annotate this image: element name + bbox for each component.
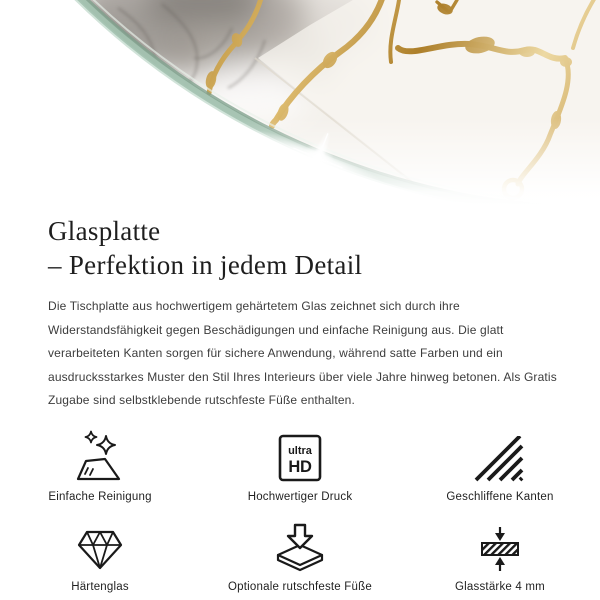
tempered-glass-diamond-icon bbox=[76, 528, 124, 572]
feature-easy-cleaning bbox=[0, 428, 200, 503]
polished-edges-icon bbox=[474, 436, 526, 482]
feature-label: Hochwertiger Druck bbox=[247, 490, 353, 503]
feature-label: Optionale rutschfeste Füße bbox=[228, 580, 372, 593]
hd-label: HD bbox=[288, 457, 312, 476]
feature-tempered-glass bbox=[0, 518, 200, 593]
hero-product-image bbox=[0, 0, 600, 205]
feature-polished-edges bbox=[400, 428, 600, 503]
feature-label: Härtenglas bbox=[71, 580, 129, 593]
non-slip-feet-icon bbox=[274, 523, 326, 572]
ultra-label: ultra bbox=[288, 444, 312, 457]
ultra-hd-icon bbox=[277, 434, 323, 482]
feature-label: Glasstärke 4 mm bbox=[455, 580, 545, 593]
feature-glass-thickness bbox=[400, 518, 600, 593]
sparkle-clean-icon bbox=[72, 430, 128, 482]
page-title-line1: Glasplatte bbox=[48, 216, 161, 246]
feature-label: Einfache Reinigung bbox=[48, 490, 152, 503]
glass-thickness-icon bbox=[476, 526, 524, 572]
page-title bbox=[48, 214, 552, 282]
feature-label: Geschliffene Kanten bbox=[446, 490, 554, 503]
product-description-text: Die Tischplatte aus hochwertigem gehärtetem Glas zeichnet sich durch ihre Widerstandsfähigkeit gegen Beschädigungen und einfache Reinigung aus. Die glatt verarbeiteten Kanten sorgen für sichere Anwendung, während satte Farben und ein ausdrucksstarkes Muster den Stil Ihres Interieurs über viele Jahre hinweg betonen. Als Gratis Zugabe sind selbstklebende rutschfeste Füße enthalten. bbox=[48, 299, 557, 407]
feature-print-quality bbox=[200, 428, 400, 503]
glass-tabletop-marble-illustration bbox=[0, 0, 600, 205]
feature-nonslip-feet bbox=[200, 518, 400, 593]
feature-grid bbox=[0, 428, 600, 593]
page-title-line2: – Perfektion in jedem Detail bbox=[48, 250, 363, 280]
